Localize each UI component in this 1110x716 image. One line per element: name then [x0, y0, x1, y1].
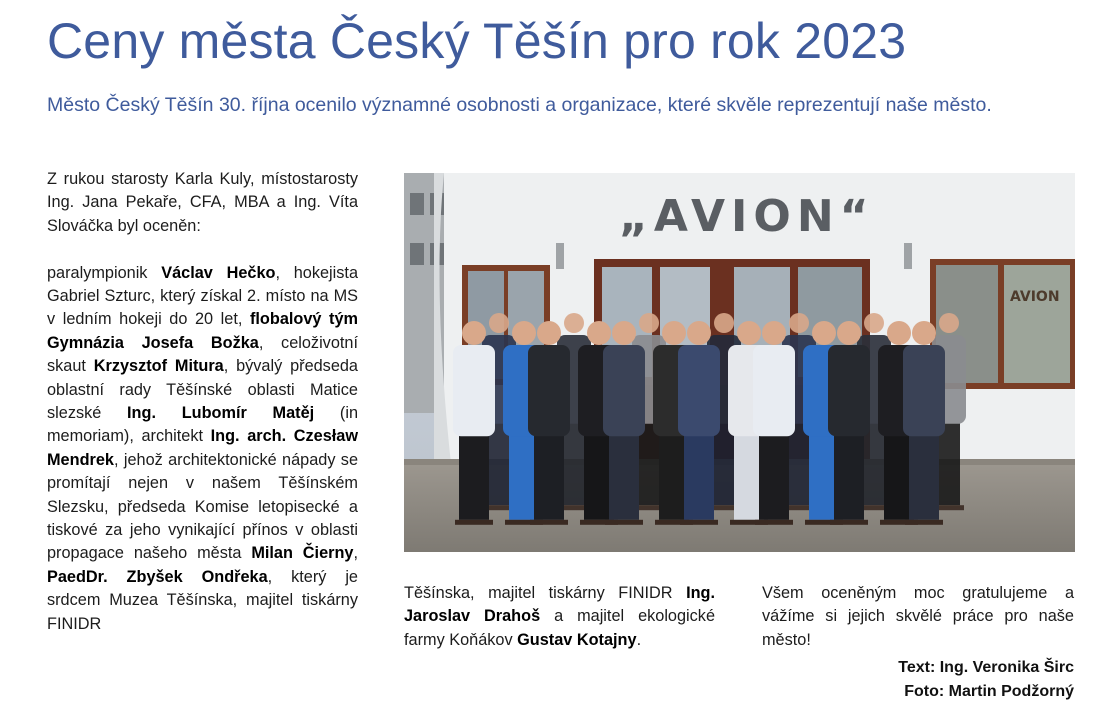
- awardee-name: Ing. arch. Czesław Mendrek: [47, 427, 358, 469]
- person-figure: [453, 321, 495, 525]
- text-column-3: [762, 582, 1074, 652]
- intro-paragraph: Z rukou starosty Karla Kuly, místostarosty Ing. Jana Pekaře, CFA, MBA a Ing. Víta Slováčka byl oceněn:: [47, 170, 358, 235]
- text-credit: Text: Ing. Veronika Širc: [898, 659, 1074, 676]
- awardee-name: Ing. Jaroslav Drahoš: [404, 584, 715, 626]
- credits: [898, 656, 1074, 704]
- article-lead: Město Český Těšín 30. října ocenilo významné osobnosti a organizace, které skvěle reprezentují naše město.: [47, 94, 992, 116]
- awardee-name: Gustav Kotajny: [517, 630, 637, 649]
- window-sign: AVION: [1010, 289, 1060, 305]
- awardee-name: Ing. Lubomír Matěj: [127, 404, 315, 423]
- column-2-paragraph: Těšínska, majitel tiskárny FINIDR Ing. Jaroslav Drahoš a majitel ekologické farmy Koňákov Gustav Kotajny.: [404, 584, 715, 649]
- group-photo: [404, 173, 1075, 552]
- photo-credit: Foto: Martin Podžorný: [904, 683, 1074, 700]
- avion-sign: „AVION“: [619, 191, 875, 242]
- person-figure: [828, 321, 870, 525]
- person-figure: [753, 321, 795, 525]
- text-column-2: [404, 582, 715, 652]
- awardee-name: Václav Hečko: [161, 263, 276, 282]
- awardee-name: PaedDr. Zbyšek Ondřeka: [47, 567, 268, 586]
- awardees-paragraph: paralympionik Václav Hečko, hokejista Gabriel Szturc, který získal 2. místo na MS v ledním hokeji do 20 let, flobalový tým Gymnázia Josefa Božka, celoživotní skaut Krzysztof Mitura, bývalý předseda oblastní rady Těšínské oblasti Matice slezské Ing. Lubomír Matěj (in memoriam), architekt Ing. arch. Czesław Mendrek, jehož architektonické nápady se promítají nejen v našem Těšínském Slezsku, předseda Komise letopisecké a tiskové za jeho vynikající přínos v oblasti propagace našeho města Milan Čierny, PaedDr. Zbyšek Ondřeka, který je srdcem Muzea Těšínska, majitel tiskárny FINIDR: [47, 263, 358, 633]
- person-figure: [603, 321, 645, 525]
- article-title: Ceny města Český Těšín pro rok 2023: [47, 13, 907, 69]
- closing-paragraph: Všem oceněným moc gratulujeme a vážíme si jejich skvělé práce pro naše město!: [762, 584, 1074, 649]
- awardee-name: Krzysztof Mitura: [93, 357, 224, 376]
- person-figure: [528, 321, 570, 525]
- awardee-name: flobalový tým Gymnázia Josefa Božka: [47, 310, 358, 352]
- person-figure: [903, 321, 945, 525]
- awardee-name: Milan Čierny: [251, 544, 354, 563]
- text-column-1: [47, 168, 358, 658]
- person-figure: [678, 321, 720, 525]
